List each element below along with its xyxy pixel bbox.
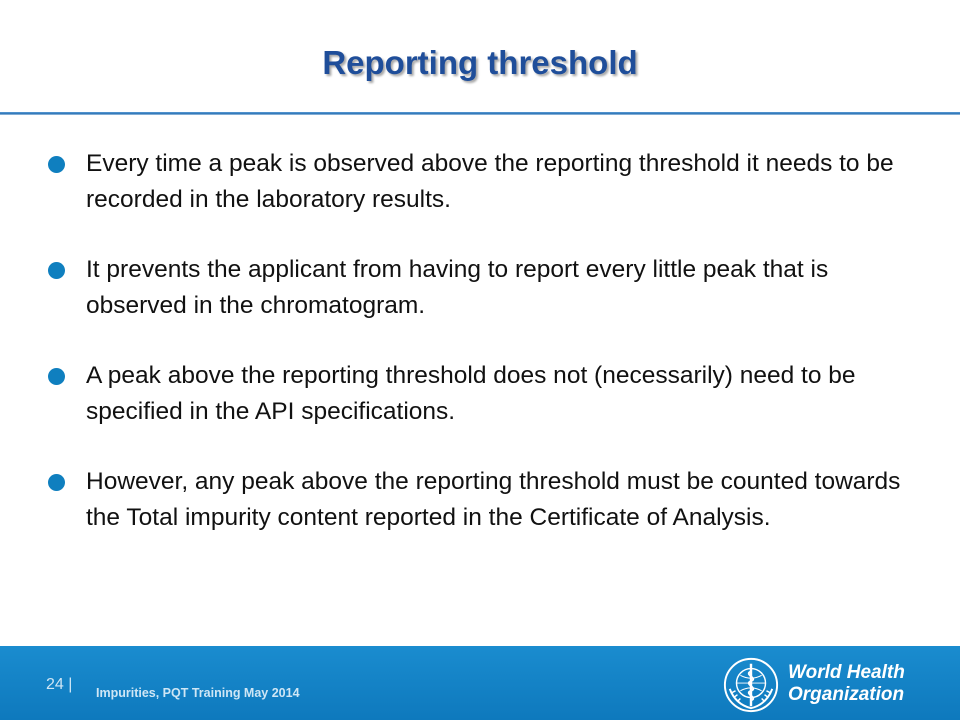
bullet-list <box>48 146 908 570</box>
bullet-dot-icon <box>48 474 65 491</box>
org-name-line-2: Organization <box>788 684 905 705</box>
bullet-dot-icon <box>48 368 65 385</box>
slide-title: Reporting threshold <box>322 44 638 81</box>
bullet-text: A peak above the reporting threshold does not (necessarily) need to be specified in the API specifications. <box>86 362 856 425</box>
title-divider <box>0 112 960 115</box>
org-name-line-1: World Health <box>788 662 905 683</box>
footer-caption: Impurities, PQT Training May 2014 <box>96 686 300 700</box>
bullet-item <box>48 252 908 324</box>
bullet-item <box>48 358 908 430</box>
organization-name <box>788 662 905 706</box>
bullet-item <box>48 146 908 218</box>
bullet-text: However, any peak above the reporting threshold must be counted towards the Total impurity content reported in the Certificate of Analysis. <box>86 468 901 531</box>
bullet-text: Every time a peak is observed above the reporting threshold it needs to be recorded in the laboratory results. <box>86 150 894 213</box>
who-emblem-icon <box>722 656 780 714</box>
page-number: 24 | <box>46 676 73 693</box>
footer-bar <box>0 646 960 720</box>
bullet-text: It prevents the applicant from having to report every little peak that is observed in the chromatogram. <box>86 256 829 319</box>
bullet-dot-icon <box>48 156 65 173</box>
bullet-dot-icon <box>48 262 65 279</box>
bullet-item <box>48 464 908 536</box>
